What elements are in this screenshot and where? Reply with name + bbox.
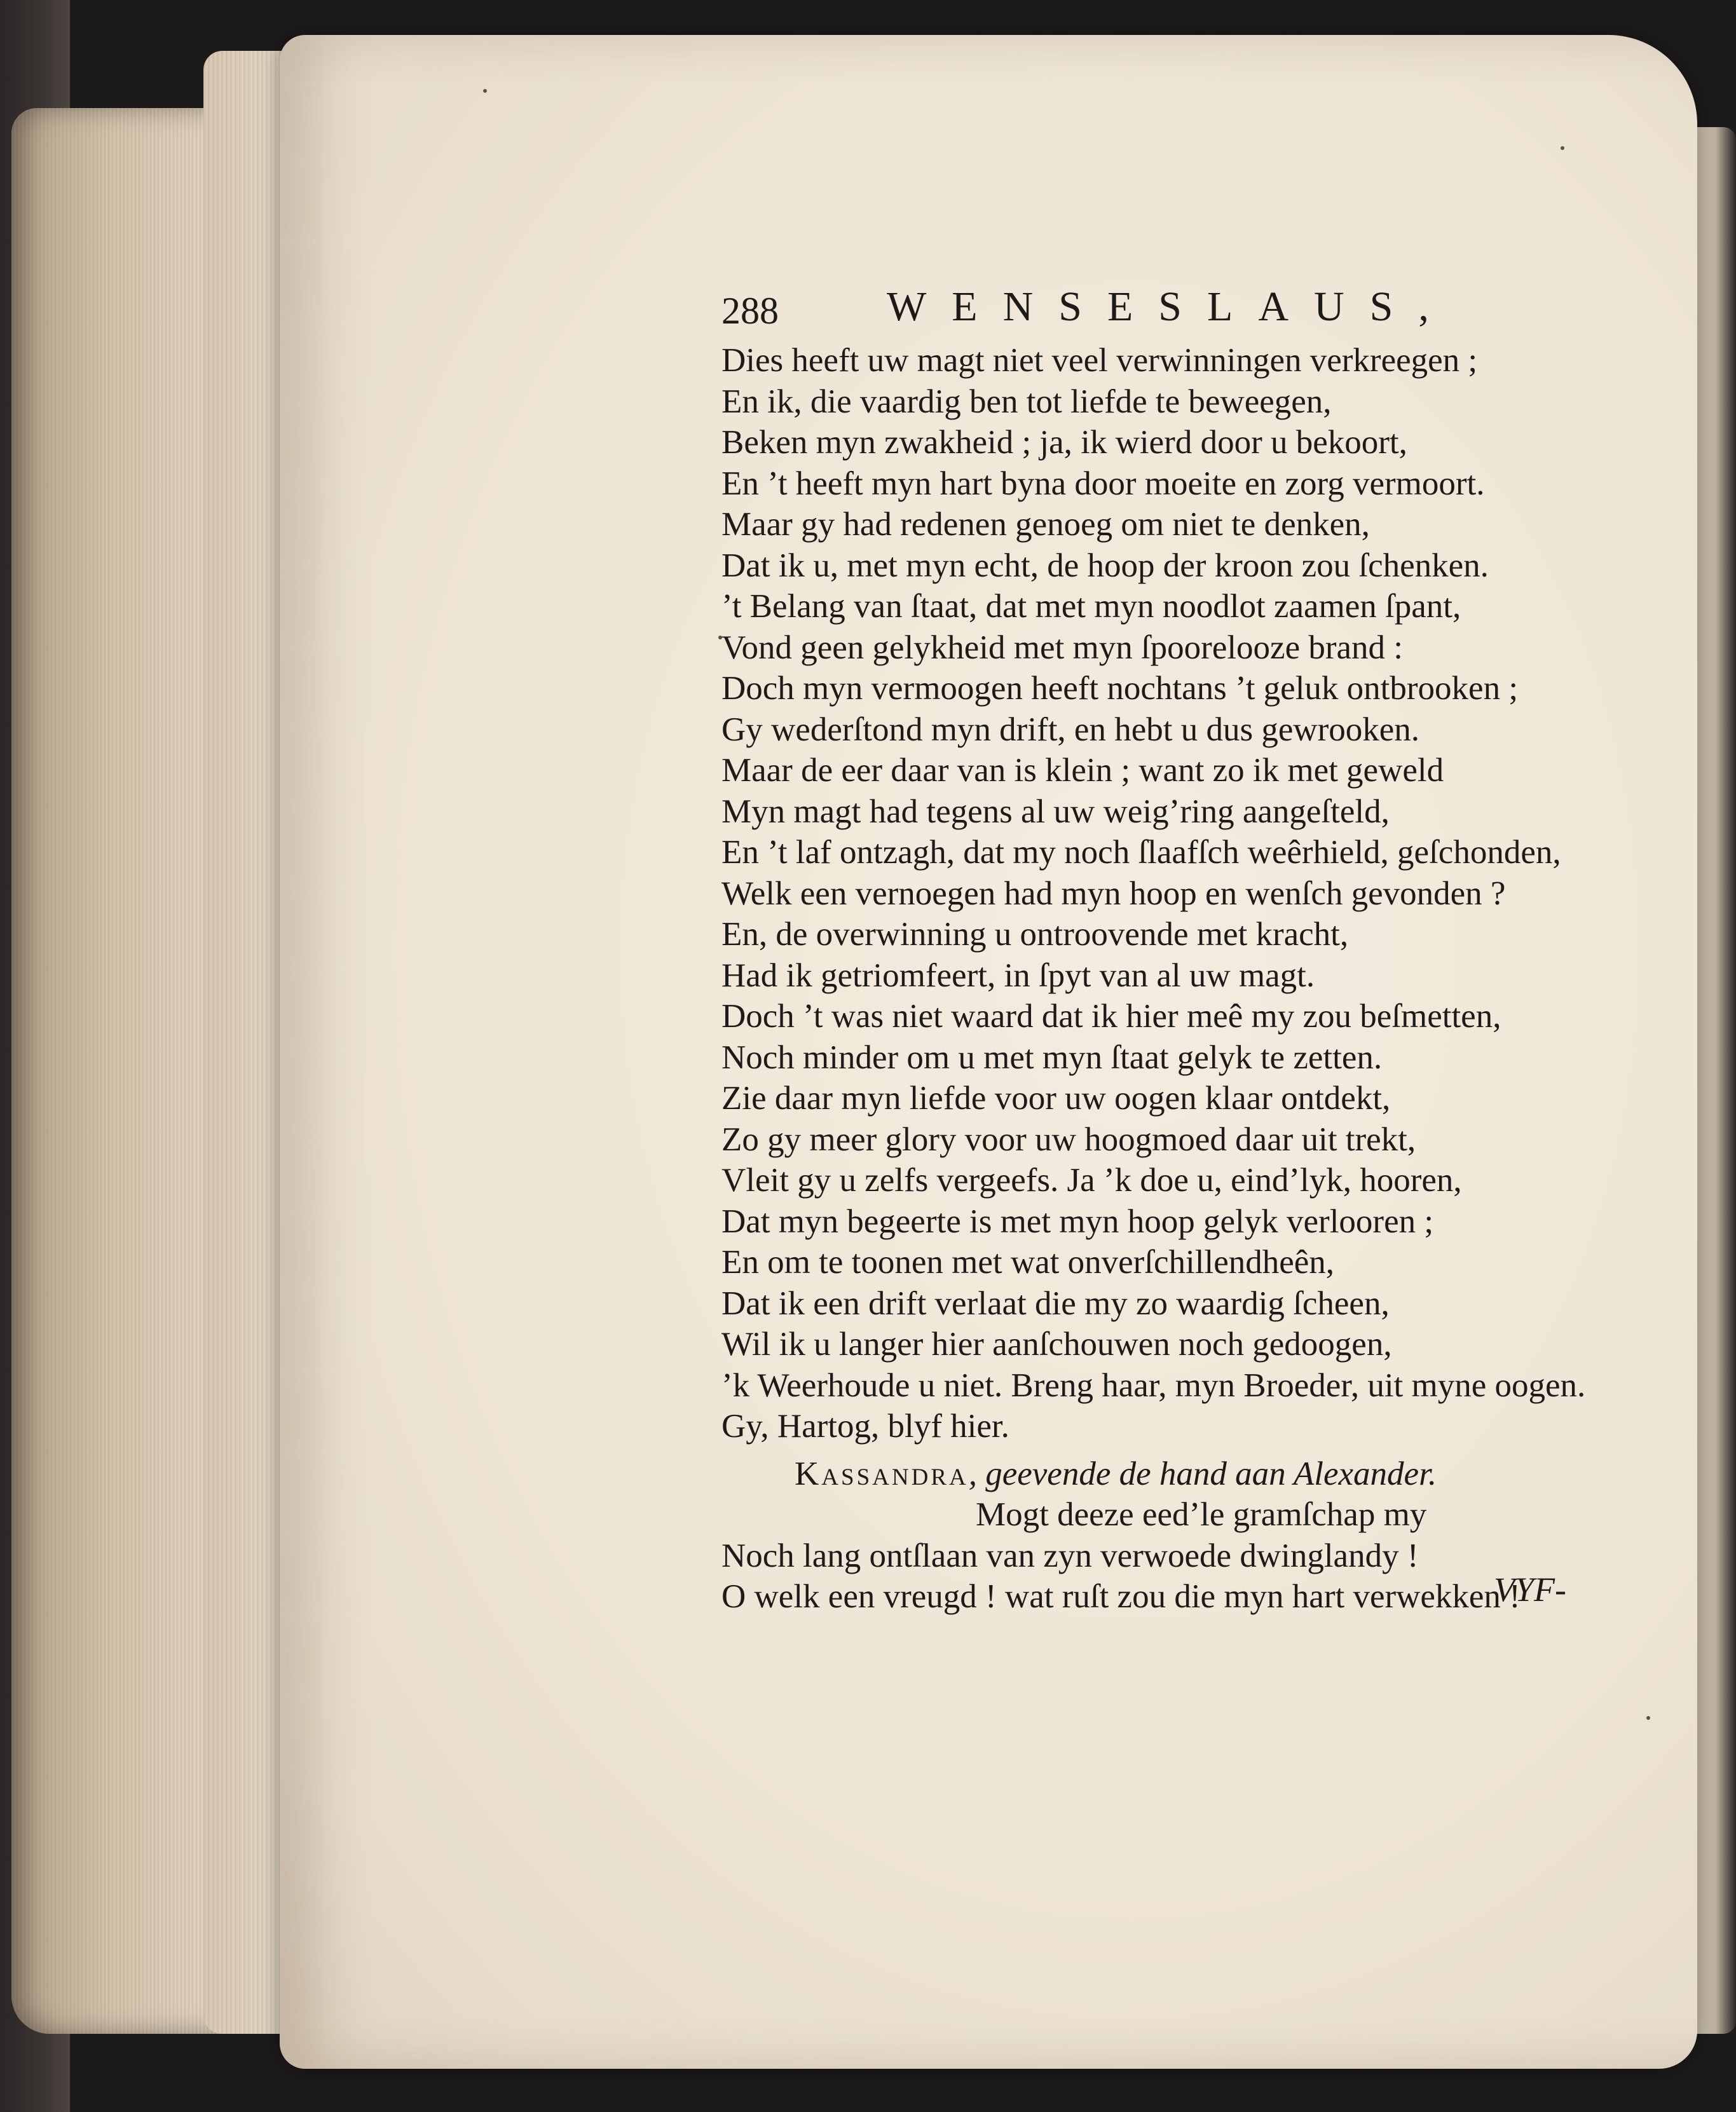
verse-line: Beken myn zwakheid ; ja, ik wierd door u bekoort, (721, 424, 1407, 461)
verse-line: Zie daar myn liefde voor uw oogen klaar ontdekt, (721, 1080, 1391, 1117)
text-column (721, 283, 1611, 1618)
verse-line: Noch lang ontſlaan van zyn verwoede dwinglandy ! (721, 1537, 1419, 1574)
page-number: 288 (721, 290, 779, 332)
verse-line: Vond geen gelykheid met myn ſpoorelooze brand : (721, 629, 1404, 666)
paper-speck (1561, 146, 1564, 150)
verse-line: Doch myn vermoogen heeft nochtans ’t geluk ontbrooken ; (721, 670, 1519, 707)
verse-line: O welk een vreugd ! wat ruſt zou die myn hart verwekken ! (721, 1578, 1521, 1615)
running-head (721, 283, 1611, 340)
verse-line: En om te toonen met wat onverſchillendheên, (721, 1244, 1335, 1281)
speaker-heading (721, 1454, 1611, 1495)
verse-line: Wil ik u langer hier aanſchouwen noch gedoogen, (721, 1326, 1392, 1363)
verse-line: Dat ik een drift verlaat die my zo waardig ſcheen, (721, 1284, 1390, 1322)
verse-line: Zo gy meer glory voor uw hoogmoed daar uit trekt, (721, 1121, 1416, 1158)
catchword: VYF- (1494, 1570, 1566, 1609)
verse-block (721, 340, 1611, 1618)
verse-line: Noch minder om u met myn ſtaat gelyk te zetten. (721, 1039, 1383, 1076)
verse-line: En ’t heeft myn hart byna door moeite en zorg vermoort. (721, 465, 1485, 502)
paper-speck (1646, 1716, 1650, 1720)
verse-line: Dat ik u, met myn echt, de hoop der kroon zou ſchenken. (721, 547, 1489, 584)
verse-line: Had ik getriomfeert, in ſpyt van al uw magt. (721, 957, 1315, 994)
verse-line: Doch ’t was niet waard dat ik hier meê my zou beſmetten, (721, 998, 1501, 1035)
verse-line: Myn magt had tegens al uw weig’ring aangeſteld, (721, 793, 1390, 830)
verse-line: En, de overwinning u ontroovende met kracht, (721, 916, 1349, 953)
verse-line: ’k Weerhoude u niet. Breng haar, myn Broeder, uit myne oogen. (721, 1366, 1586, 1404)
verse-line: Gy, Hartog, blyf hier. (721, 1408, 1009, 1445)
verse-line: Vleit gy u zelfs vergeefs. Ja ’k doe u, eind’lyk, hooren, (721, 1162, 1462, 1199)
verse-line: En ik, die vaardig ben tot liefde te beweegen, (721, 383, 1332, 420)
paper-speck (483, 89, 487, 93)
verse-line: Welk een vernoegen had myn hoop en wenſch gevonden ? (721, 875, 1506, 912)
verse-line: Dies heeft uw magt niet veel verwinningen verkreegen ; (721, 342, 1478, 379)
verse-line: Maar gy had redenen genoeg om niet te denken, (721, 506, 1370, 543)
verse-line: Gy wederſtond myn drift, en hebt u dus gewrooken. (721, 711, 1420, 748)
speaker-name: Kassandra (795, 1455, 969, 1492)
verse-line: Mogt deeze eed’le gramſchap my (976, 1496, 1427, 1533)
verse-line: Maar de eer daar van is klein ; want zo ik met geweld (721, 752, 1444, 789)
verse-line: En ’t laf ontzagh, dat my noch ſlaafſch weêrhield, geſchonden, (721, 834, 1561, 871)
verse-line: ’t Belang van ſtaat, dat met myn noodlot zaamen ſpant, (721, 588, 1461, 625)
running-title: WENSESLAUS, (887, 283, 1454, 330)
verse-line: Dat myn begeerte is met myn hoop gelyk verlooren ; (721, 1202, 1434, 1240)
stage-direction: , geevende de hand aan Alexander. (968, 1455, 1437, 1492)
